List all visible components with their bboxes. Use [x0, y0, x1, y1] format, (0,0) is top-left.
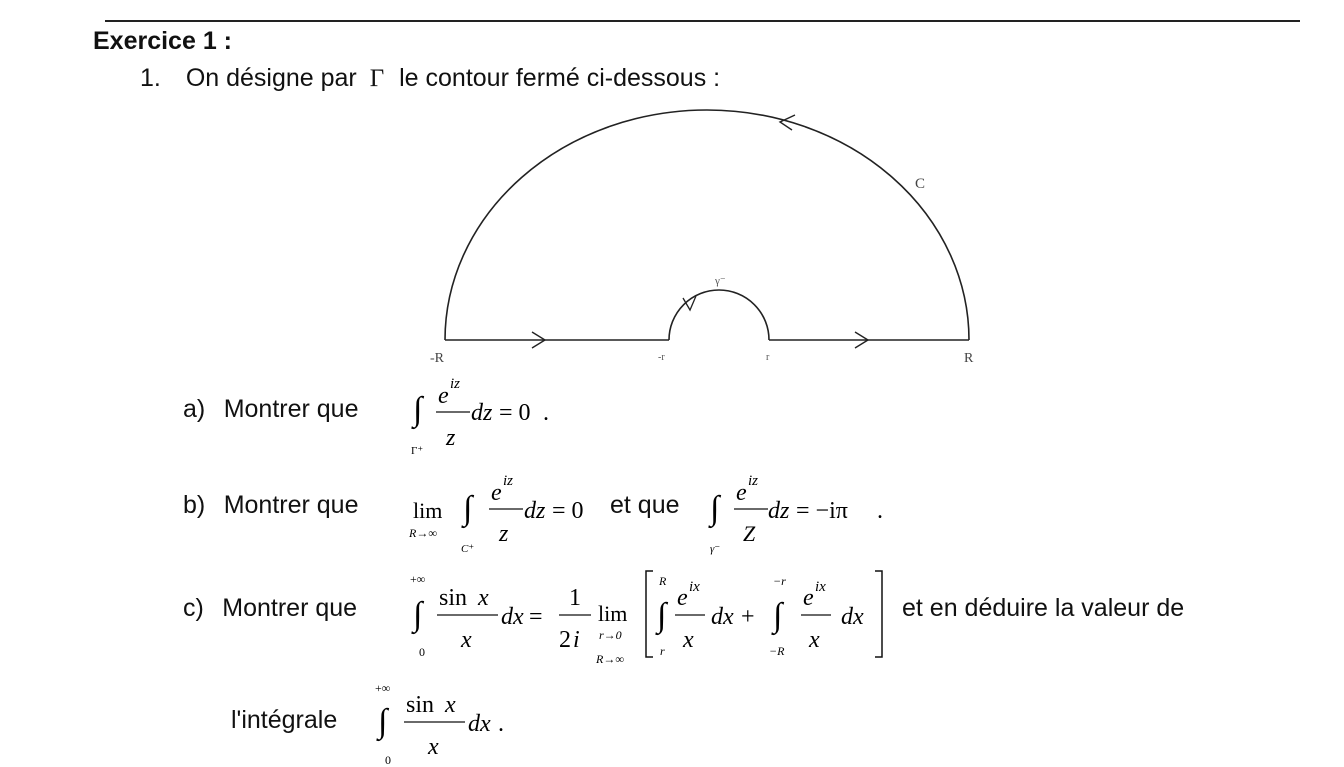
svg-text:dx: dx — [468, 711, 491, 737]
question-text-before: On désigne par — [185, 64, 357, 92]
svg-text:iz: iz — [503, 473, 514, 489]
svg-text:x: x — [445, 692, 456, 718]
exercise-title: Exercice 1 : — [93, 27, 232, 55]
item-c-letter: c) — [183, 594, 204, 622]
svg-text:2: 2 — [559, 627, 571, 653]
item-c-line2: l'intégrale — [231, 706, 338, 734]
svg-text:x: x — [461, 627, 472, 653]
svg-text:e: e — [803, 585, 814, 611]
svg-text:sin: sin — [406, 692, 435, 718]
question-text-after: le contour fermé ci-dessous : — [399, 64, 721, 92]
svg-text:R: R — [659, 574, 667, 588]
item-a-prefix: Montrer que — [223, 395, 359, 423]
svg-text:+∞: +∞ — [375, 681, 391, 695]
svg-text:e: e — [491, 480, 502, 506]
item-b — [183, 491, 358, 520]
svg-text:= −iπ: = −iπ — [796, 498, 848, 524]
svg-text:0: 0 — [385, 753, 391, 767]
header-rule — [105, 20, 1300, 22]
item-b-middle: et que — [610, 491, 680, 519]
svg-text:lim: lim — [598, 601, 628, 626]
item-c — [183, 594, 357, 623]
item-a-letter: a) — [183, 395, 206, 423]
svg-text:=: = — [529, 604, 543, 630]
svg-text:lim: lim — [413, 498, 443, 523]
svg-text:dx: dx — [501, 604, 524, 630]
item-c-suffix: et en déduire la valeur de — [902, 594, 1185, 622]
svg-text:= 0: = 0 — [552, 498, 584, 524]
formula-c-final — [370, 672, 520, 767]
svg-text:e: e — [736, 480, 747, 506]
svg-text:∫: ∫ — [378, 703, 388, 740]
svg-text:ix: ix — [689, 579, 700, 595]
formula-c-lim-sub1: r→0 — [599, 628, 622, 642]
gamma-symbol: Γ — [369, 65, 385, 92]
svg-text:x: x — [683, 627, 694, 653]
svg-text:e: e — [438, 383, 449, 409]
svg-text:∫: ∫ — [710, 490, 720, 527]
svg-text:1: 1 — [569, 585, 581, 611]
svg-text:i: i — [573, 627, 580, 653]
svg-text:e: e — [677, 585, 688, 611]
item-c-prefix: Montrer que — [222, 594, 358, 622]
svg-text:x: x — [809, 627, 820, 653]
formula-b-limit — [405, 465, 610, 560]
formula-a — [405, 368, 565, 460]
svg-text:−R: −R — [769, 644, 785, 658]
contour-figure — [420, 100, 1000, 375]
svg-text:dz: dz — [524, 498, 546, 524]
formula-a-period: . — [543, 400, 549, 426]
svg-text:x: x — [478, 585, 489, 611]
question-number: 1. — [140, 64, 161, 92]
formula-b-period: . — [877, 498, 883, 524]
svg-text:0: 0 — [419, 645, 425, 659]
big-arc-C — [445, 110, 969, 340]
formula-c-final-period: . — [498, 711, 504, 737]
svg-text:∫: ∫ — [413, 596, 423, 633]
svg-text:z: z — [446, 425, 456, 451]
item-b-prefix: Montrer que — [223, 491, 359, 519]
svg-text:∫: ∫ — [413, 391, 423, 428]
label-R: R — [964, 351, 974, 366]
label-minus-R: -R — [430, 351, 444, 366]
formula-b-g-sub: γ⁻ — [710, 543, 721, 555]
svg-text:∫: ∫ — [463, 490, 473, 527]
small-arc-gamma — [669, 290, 769, 340]
question-1 — [140, 64, 720, 93]
svg-text:ix: ix — [815, 579, 826, 595]
svg-text:+: + — [741, 604, 755, 630]
formula-b-lim-sub: R→∞ — [409, 526, 437, 540]
svg-text:dx: dx — [711, 604, 734, 630]
label-minus-r: -r — [658, 352, 665, 363]
item-a — [183, 395, 358, 424]
svg-text:dz: dz — [471, 400, 493, 426]
formula-c-lim-sub2: R→∞ — [596, 652, 624, 666]
svg-text:= 0: = 0 — [499, 400, 531, 426]
formula-c — [405, 563, 895, 673]
label-C: C — [915, 176, 926, 192]
svg-text:iz: iz — [450, 376, 461, 392]
formula-b-integral — [702, 465, 902, 560]
formula-a-subscript: Γ⁺ — [411, 445, 424, 457]
svg-text:iz: iz — [748, 473, 759, 489]
item-b-letter: b) — [183, 491, 206, 519]
svg-text:r: r — [660, 644, 665, 658]
svg-text:z: z — [499, 521, 509, 547]
svg-text:+∞: +∞ — [410, 572, 426, 586]
label-gamma: γ⁻ — [715, 275, 726, 287]
svg-text:dz: dz — [768, 498, 790, 524]
svg-text:Z: Z — [743, 521, 756, 546]
svg-text:∫: ∫ — [657, 597, 667, 634]
svg-text:−r: −r — [773, 574, 786, 588]
svg-text:x: x — [428, 734, 439, 760]
svg-text:dx: dx — [841, 604, 864, 630]
svg-text:∫: ∫ — [773, 597, 783, 634]
label-r: r — [766, 352, 770, 363]
formula-b-c-sub: C⁺ — [461, 543, 475, 555]
svg-text:sin: sin — [439, 585, 468, 611]
